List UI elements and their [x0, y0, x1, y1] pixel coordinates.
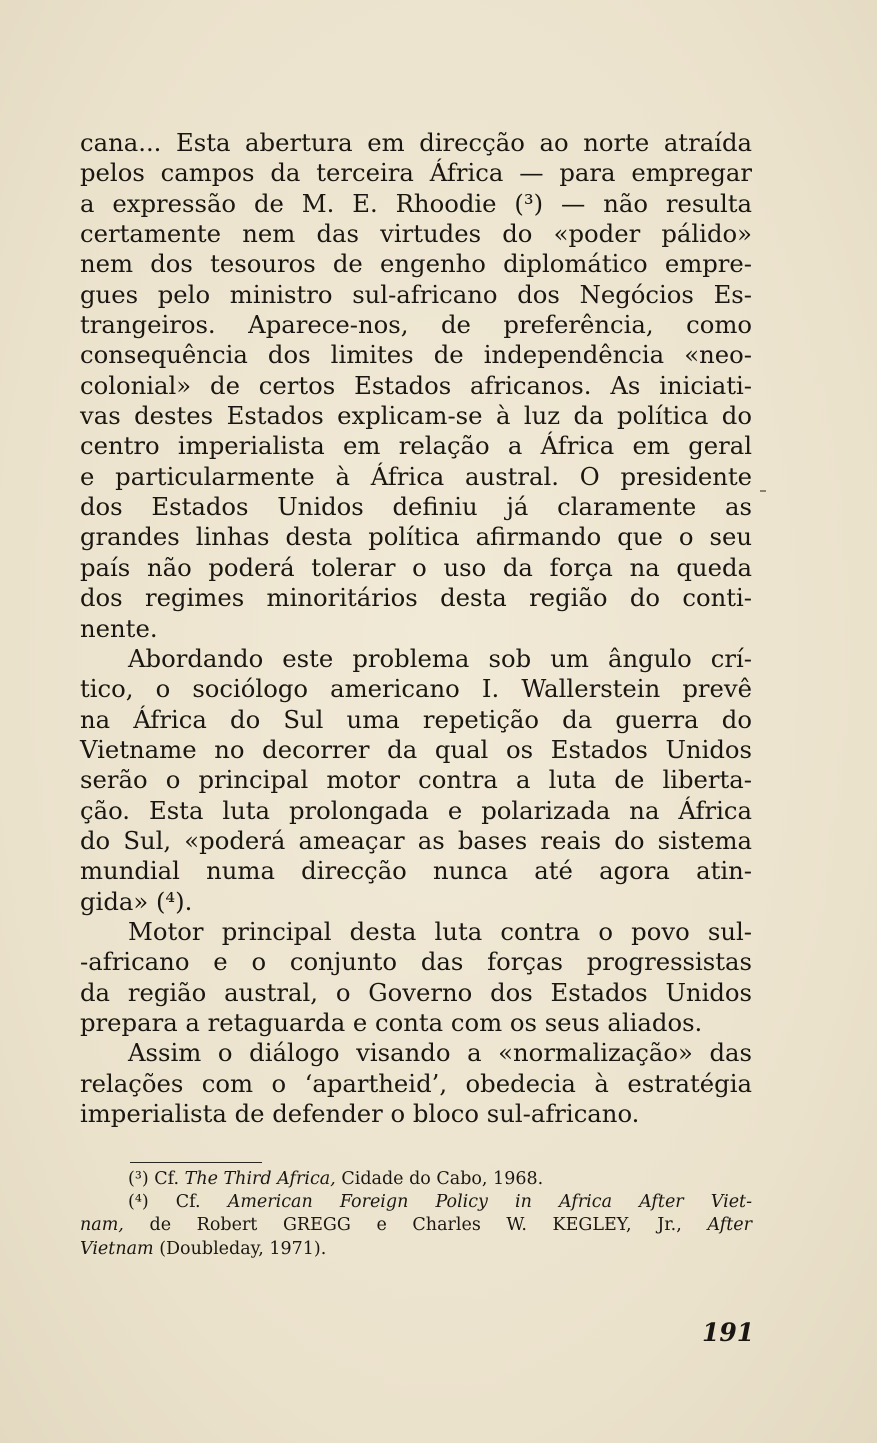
text-line: certamente nem das virtudes do «poder pálido» [80, 219, 752, 249]
text-line: Abordando este problema sob um ângulo crí- [128, 643, 752, 673]
text-line: nente. [80, 613, 158, 643]
text-line: relações com o ‘apartheid’, obedecia à estratégia [80, 1068, 752, 1098]
text-line: vas destes Estados explicam-se à luz da política do [80, 401, 752, 431]
text-line: consequência dos limites de independência «neo- [80, 340, 752, 370]
text-line: colonial» de certos Estados africanos. As iniciati- [80, 370, 752, 400]
footnote-marker: (⁴) [128, 1192, 149, 1213]
text-line: centro imperialista em relação a África em geral [80, 431, 752, 461]
footnote-4 [80, 1191, 752, 1214]
text-line: grandes linhas desta política afirmando que o seu [80, 522, 752, 552]
footnote-title: The Third Africa, [184, 1169, 336, 1189]
text-line: da região austral, o Governo dos Estados Unidos [80, 977, 752, 1007]
footnote-marker: (³) [128, 1169, 149, 1189]
body-text [80, 128, 752, 1129]
text-line: e particularmente à África austral. O presidente [80, 461, 752, 491]
footnote-title: Vietnam [80, 1238, 154, 1259]
footnote-title: nam, [80, 1215, 124, 1236]
text-line: pelos campos da terceira África — para empregar [80, 158, 752, 188]
footnote-prefix: Cf. [154, 1169, 180, 1189]
page-number: 191 [702, 1318, 755, 1347]
text-line: tico, o sociólogo americano I. Wallerstein prevê [80, 674, 752, 704]
text-line: a expressão de M. E. Rhoodie (³) — não resulta [80, 188, 752, 218]
footnote-4-line-3 [80, 1238, 752, 1261]
text-line: -africano e o conjunto das forças progressistas [80, 947, 752, 977]
text-line: Assim o diálogo visando a «normalização» das [128, 1038, 752, 1068]
text-line: prepara a retaguarda e conta com os seus aliados. [80, 1007, 703, 1037]
text-line: ção. Esta luta prolongada e polarizada na África [80, 795, 752, 825]
text-line: cana... Esta abertura em direcção ao norte atraída [80, 128, 752, 157]
text-line: do Sul, «poderá ameaçar as bases reais do sistema [80, 825, 752, 855]
print-mark [760, 490, 766, 492]
text-line: dos regimes minoritários desta região do conti- [80, 583, 752, 613]
text-line: na África do Sul uma repetição da guerra do [80, 704, 752, 734]
text-line: gues pelo ministro sul-africano dos Negócios Es- [80, 279, 752, 309]
footnotes [80, 1168, 752, 1261]
footnote-4-line-2 [80, 1214, 752, 1237]
text-line: nem dos tesouros de engenho diplomático empre- [80, 249, 752, 279]
footnote-text: Cidade do Cabo, 1968. [341, 1169, 544, 1189]
footnote-3 [80, 1168, 752, 1191]
text-line: trangeiros. Aparece-nos, de preferência, como [80, 310, 752, 340]
text-line: imperialista de defender o bloco sul-africano. [80, 1099, 640, 1128]
footnote-title: After [707, 1215, 752, 1236]
footnote-text: de Robert GREGG e Charles W. KEGLEY, Jr., [149, 1215, 682, 1236]
footnote-prefix: Cf. [175, 1192, 201, 1213]
text-line: gida» (⁴). [80, 886, 193, 916]
text-line: dos Estados Unidos definiu já claramente as [80, 492, 752, 522]
text-line: mundial numa direcção nunca até agora atin- [80, 856, 752, 886]
footnote-divider [130, 1162, 262, 1163]
text-line: Vietname no decorrer da qual os Estados Unidos [80, 734, 752, 764]
text-line: país não poderá tolerar o uso da força na queda [80, 552, 752, 582]
footnote-text: (Doubleday, 1971). [159, 1238, 327, 1259]
text-line: Motor principal desta luta contra o povo sul- [128, 916, 752, 946]
footnote-title: American Foreign Policy in Africa After Viet- [227, 1192, 752, 1213]
text-line: serão o principal motor contra a luta de liberta- [80, 765, 752, 795]
